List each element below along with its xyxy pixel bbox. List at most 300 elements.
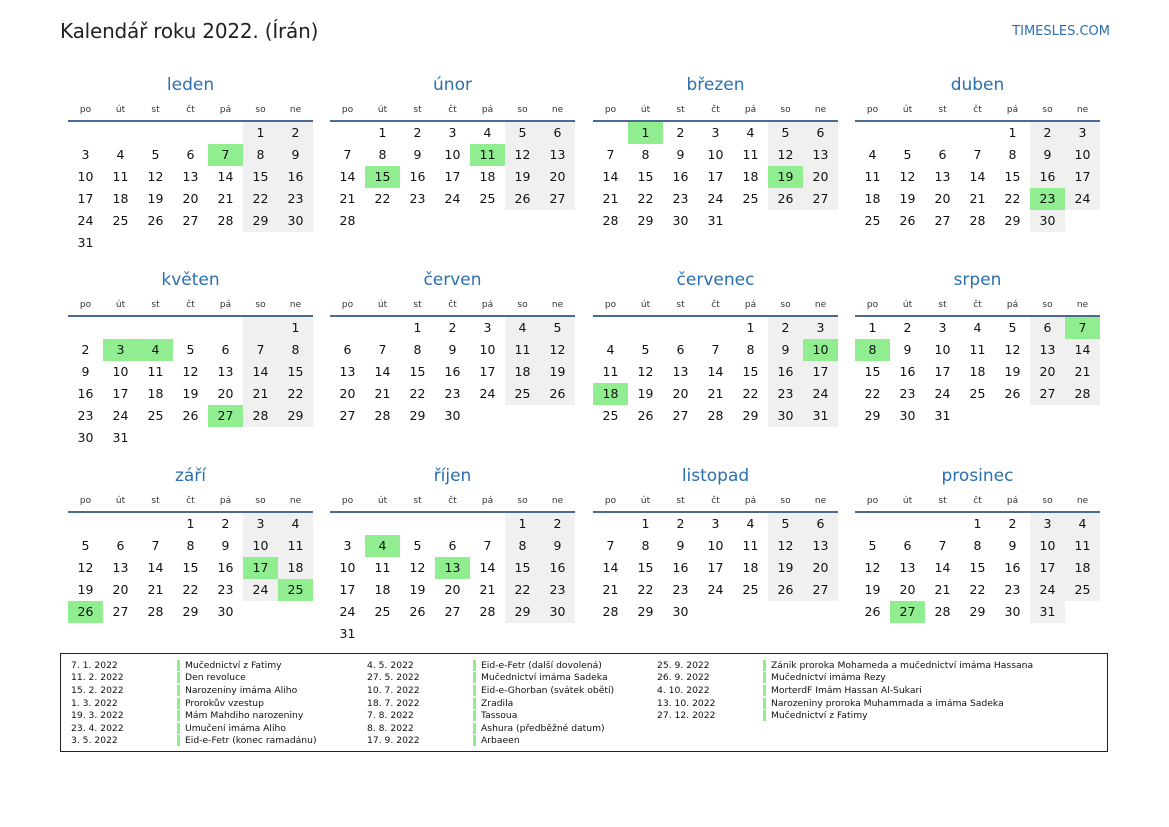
month-listopad — [593, 461, 838, 623]
day-cell: 13 — [934, 169, 951, 184]
day-cell: 22 — [637, 582, 654, 597]
day-empty — [663, 317, 698, 339]
legend-item — [657, 709, 1033, 722]
day-cell: 26 — [505, 188, 540, 210]
weekday-label: st — [676, 105, 685, 115]
legend-date: 8. 8. 2022 — [367, 722, 414, 734]
day-cell: 3 — [343, 538, 352, 553]
day-cell: 16 — [278, 166, 313, 188]
day-cell: 1 — [1008, 125, 1017, 140]
day-cell: 30 — [278, 210, 313, 232]
weekday-label: so — [1042, 496, 1053, 506]
week-row — [330, 144, 575, 166]
month-title: listopad — [681, 466, 750, 486]
weekday-header — [593, 491, 838, 513]
week-row — [68, 144, 313, 166]
weekday-label: ne — [289, 105, 302, 115]
week-row — [855, 405, 1100, 427]
day-cell: 13 — [672, 364, 689, 379]
day-cell: 31 — [112, 430, 129, 445]
weekday-label: st — [413, 105, 422, 115]
weekday-label: st — [151, 300, 160, 310]
weekday-label: po — [866, 105, 879, 115]
weekday-label: ne — [814, 496, 827, 506]
day-cell: 6 — [938, 147, 947, 162]
day-cell: 12 — [637, 364, 654, 379]
weekday-label: pá — [744, 105, 757, 115]
day-cell: 19 — [77, 582, 94, 597]
week-row — [68, 232, 313, 254]
day-cell: 3 — [243, 513, 278, 535]
legend-item — [367, 659, 614, 672]
weekday-label: út — [902, 300, 913, 310]
day-cell: 8 — [746, 342, 755, 357]
page-title: Kalendář roku 2022. (Írán) — [60, 19, 319, 43]
day-empty — [925, 122, 960, 144]
day-cell: 8 — [378, 147, 387, 162]
day-cell: 31 — [707, 213, 724, 228]
day-cell: 22 — [864, 386, 881, 401]
legend-date: 23. 4. 2022 — [71, 722, 124, 734]
week-row — [330, 166, 575, 188]
month-title: září — [174, 466, 207, 486]
legend-date: 27. 12. 2022 — [657, 710, 716, 722]
week-row — [68, 601, 313, 623]
day-cell: 8 — [855, 339, 890, 361]
day-cell: 12 — [768, 144, 803, 166]
weekday-label: st — [938, 105, 947, 115]
week-row — [68, 383, 313, 405]
day-cell: 4 — [973, 320, 982, 335]
day-cell: 14 — [602, 560, 619, 575]
day-empty — [330, 513, 365, 535]
day-cell: 19 — [182, 386, 199, 401]
day-cell: 13 — [182, 169, 199, 184]
day-cell: 15 — [243, 166, 278, 188]
legend-holiday-name: Tassoua — [481, 710, 518, 722]
day-cell: 24 — [1065, 188, 1100, 210]
day-cell: 26 — [147, 213, 164, 228]
legend-holiday-name: Zradila — [481, 697, 514, 709]
month-srpen — [855, 265, 1100, 427]
day-cell: 8 — [505, 535, 540, 557]
week-row — [855, 166, 1100, 188]
day-cell: 3 — [711, 125, 720, 140]
day-cell: 30 — [217, 604, 234, 619]
day-cell: 19 — [899, 191, 916, 206]
day-cell: 25 — [374, 604, 391, 619]
day-cell: 5 — [768, 122, 803, 144]
day-cell: 23 — [768, 383, 803, 405]
day-cell: 16 — [217, 560, 234, 575]
day-cell: 30 — [768, 405, 803, 427]
day-cell: 3 — [81, 147, 90, 162]
legend-item — [367, 697, 614, 710]
week-row — [330, 557, 575, 579]
month-title: říjen — [433, 466, 472, 486]
day-cell: 19 — [768, 557, 803, 579]
weekday-label: so — [1042, 105, 1053, 115]
day-cell: 25 — [147, 408, 164, 423]
month-title: únor — [433, 75, 472, 95]
day-cell: 15 — [365, 166, 400, 188]
legend-date: 4. 10. 2022 — [657, 684, 710, 696]
brand-link[interactable]: TIMESLES.COM — [1012, 24, 1110, 39]
holiday-marker — [177, 660, 180, 671]
day-cell: 4 — [746, 516, 755, 531]
week-row — [330, 623, 575, 645]
holiday-marker — [763, 698, 766, 709]
day-cell: 1 — [973, 516, 982, 531]
day-cell: 23 — [217, 582, 234, 597]
day-cell: 28 — [602, 213, 619, 228]
weekday-label: po — [341, 300, 354, 310]
weekday-label: so — [517, 496, 528, 506]
weekday-header — [855, 491, 1100, 513]
day-cell: 3 — [803, 317, 838, 339]
weekday-header — [330, 491, 575, 513]
day-cell: 24 — [934, 386, 951, 401]
legend-item — [657, 684, 1033, 697]
day-cell: 5 — [903, 147, 912, 162]
day-cell: 17 — [77, 191, 94, 206]
holiday-marker — [763, 672, 766, 683]
day-cell: 26 — [768, 579, 803, 601]
legend-date: 15. 2. 2022 — [71, 684, 124, 696]
legend-holiday-name: Ashura (předběžné datum) — [481, 722, 605, 734]
day-cell: 21 — [969, 191, 986, 206]
day-cell: 5 — [413, 538, 422, 553]
day-cell: 4 — [278, 513, 313, 535]
day-cell: 30 — [899, 408, 916, 423]
week-row — [855, 210, 1100, 232]
weekday-label: út — [115, 105, 126, 115]
weekday-label: st — [938, 300, 947, 310]
day-cell: 14 — [243, 361, 278, 383]
holiday-marker — [177, 685, 180, 696]
week-row — [593, 210, 838, 232]
day-cell: 28 — [1065, 383, 1100, 405]
legend-item — [367, 735, 614, 748]
day-cell: 28 — [217, 213, 234, 228]
weekday-label: so — [517, 105, 528, 115]
day-cell: 22 — [374, 191, 391, 206]
day-cell: 1 — [278, 317, 313, 339]
month-červen — [330, 265, 575, 427]
day-empty — [890, 513, 925, 535]
day-empty — [243, 317, 278, 339]
day-cell: 25 — [864, 213, 881, 228]
weekday-label: ne — [551, 300, 564, 310]
day-cell: 16 — [540, 557, 575, 579]
day-cell: 12 — [768, 535, 803, 557]
day-cell: 11 — [147, 364, 164, 379]
day-cell: 11 — [742, 538, 759, 553]
day-cell: 16 — [899, 364, 916, 379]
day-cell: 4 — [1065, 513, 1100, 535]
legend-item — [71, 697, 317, 710]
day-cell: 12 — [505, 144, 540, 166]
day-cell: 21 — [1065, 361, 1100, 383]
day-cell: 18 — [864, 191, 881, 206]
day-cell: 6 — [1030, 317, 1065, 339]
weekday-label: so — [255, 496, 266, 506]
legend-date: 18. 7. 2022 — [367, 697, 420, 709]
day-cell: 28 — [602, 604, 619, 619]
day-cell: 25 — [278, 579, 313, 601]
day-cell: 6 — [221, 342, 230, 357]
week-row — [68, 188, 313, 210]
day-cell: 3 — [448, 125, 457, 140]
day-cell: 13 — [435, 557, 470, 579]
day-cell: 18 — [505, 361, 540, 383]
day-cell: 9 — [903, 342, 912, 357]
day-cell: 30 — [1004, 604, 1021, 619]
legend-column-2 — [367, 659, 614, 747]
day-cell: 4 — [606, 342, 615, 357]
week-row — [330, 339, 575, 361]
day-cell: 18 — [112, 191, 129, 206]
day-cell: 21 — [602, 582, 619, 597]
day-cell: 16 — [672, 560, 689, 575]
day-cell: 18 — [742, 560, 759, 575]
day-cell: 9 — [676, 147, 685, 162]
weekday-label: pá — [219, 496, 232, 506]
weekday-label: so — [780, 300, 791, 310]
day-cell: 27 — [803, 188, 838, 210]
day-cell: 1 — [378, 125, 387, 140]
weekday-label: ne — [1076, 105, 1089, 115]
day-cell: 11 — [602, 364, 619, 379]
day-empty — [435, 513, 470, 535]
day-cell: 30 — [540, 601, 575, 623]
weekday-label: ne — [289, 300, 302, 310]
day-cell: 27 — [1030, 383, 1065, 405]
legend-date: 27. 5. 2022 — [367, 672, 420, 684]
day-cell: 29 — [278, 405, 313, 427]
day-cell: 28 — [339, 213, 356, 228]
weekday-label: so — [517, 300, 528, 310]
day-cell: 12 — [77, 560, 94, 575]
day-cell: 8 — [278, 339, 313, 361]
holiday-marker — [473, 723, 476, 734]
day-cell: 3 — [938, 320, 947, 335]
week-row — [855, 144, 1100, 166]
day-cell: 18 — [374, 582, 391, 597]
holiday-marker — [763, 685, 766, 696]
week-row — [593, 405, 838, 427]
day-cell: 24 — [444, 191, 461, 206]
day-cell: 28 — [707, 408, 724, 423]
day-empty — [855, 513, 890, 535]
day-cell: 18 — [278, 557, 313, 579]
day-cell: 27 — [182, 213, 199, 228]
day-cell: 10 — [707, 538, 724, 553]
day-cell: 4 — [746, 125, 755, 140]
week-row — [68, 405, 313, 427]
weekday-label: so — [780, 496, 791, 506]
day-cell: 1 — [243, 122, 278, 144]
week-row — [855, 188, 1100, 210]
day-cell: 5 — [1008, 320, 1017, 335]
week-row — [855, 317, 1100, 339]
week-row — [330, 601, 575, 623]
week-row — [68, 361, 313, 383]
legend-holiday-name: Eid-e-Fetr (další dovolená) — [481, 659, 602, 671]
day-cell: 13 — [803, 535, 838, 557]
day-cell: 5 — [505, 122, 540, 144]
weekday-header — [330, 100, 575, 122]
day-cell: 20 — [899, 582, 916, 597]
day-cell: 4 — [116, 147, 125, 162]
legend-holiday-name: Umučení imáma Aliho — [185, 722, 286, 734]
day-cell: 16 — [409, 169, 426, 184]
day-cell: 5 — [540, 317, 575, 339]
day-cell: 22 — [637, 191, 654, 206]
day-cell: 23 — [672, 191, 689, 206]
day-cell: 20 — [112, 582, 129, 597]
day-cell: 6 — [448, 538, 457, 553]
legend-item — [367, 684, 614, 697]
day-cell: 16 — [77, 386, 94, 401]
day-cell: 5 — [186, 342, 195, 357]
week-row — [330, 579, 575, 601]
day-cell: 20 — [803, 166, 838, 188]
weekday-label: čt — [973, 105, 982, 115]
weekday-header — [855, 295, 1100, 317]
weekday-label: čt — [448, 105, 457, 115]
day-cell: 14 — [479, 560, 496, 575]
day-cell: 19 — [864, 582, 881, 597]
day-cell: 17 — [243, 557, 278, 579]
legend-date: 19. 3. 2022 — [71, 710, 124, 722]
day-empty — [68, 513, 103, 535]
day-cell: 31 — [1030, 601, 1065, 623]
month-březen — [593, 70, 838, 232]
legend-item — [71, 735, 317, 748]
day-cell: 21 — [602, 191, 619, 206]
day-cell: 18 — [1065, 557, 1100, 579]
day-cell: 8 — [641, 147, 650, 162]
day-cell: 14 — [969, 169, 986, 184]
holiday-marker — [473, 698, 476, 709]
day-cell: 16 — [1004, 560, 1021, 575]
day-cell: 25 — [1065, 579, 1100, 601]
day-cell: 13 — [339, 364, 356, 379]
day-cell: 11 — [1065, 535, 1100, 557]
legend-column-1 — [71, 659, 317, 747]
legend-holiday-name: MorterdF Imám Hassan Al-Sukari — [771, 684, 922, 696]
day-cell: 22 — [969, 582, 986, 597]
weekday-label: pá — [1006, 496, 1019, 506]
day-cell: 4 — [483, 125, 492, 140]
month-title: prosinec — [941, 466, 1014, 486]
legend-date: 3. 5. 2022 — [71, 735, 118, 747]
day-cell: 3 — [103, 339, 138, 361]
day-cell: 23 — [444, 386, 461, 401]
day-cell: 15 — [637, 169, 654, 184]
week-row — [855, 601, 1100, 623]
weekday-label: út — [640, 105, 651, 115]
weekday-header — [593, 295, 838, 317]
holiday-marker — [473, 735, 476, 746]
day-cell: 22 — [505, 579, 540, 601]
day-cell: 27 — [540, 188, 575, 210]
legend-column-3 — [657, 659, 1033, 722]
week-row — [330, 361, 575, 383]
weekday-label: po — [341, 496, 354, 506]
day-cell: 18 — [593, 383, 628, 405]
day-cell: 17 — [112, 386, 129, 401]
day-cell: 10 — [77, 169, 94, 184]
weekday-label: ne — [814, 300, 827, 310]
week-row — [330, 513, 575, 535]
day-cell: 16 — [444, 364, 461, 379]
day-cell: 29 — [505, 601, 540, 623]
legend-item — [71, 709, 317, 722]
week-row — [68, 427, 313, 449]
legend-item — [657, 697, 1033, 710]
day-cell: 4 — [868, 147, 877, 162]
holiday-marker — [473, 660, 476, 671]
day-cell: 8 — [973, 538, 982, 553]
day-empty — [593, 122, 628, 144]
day-cell: 25 — [602, 408, 619, 423]
day-empty — [103, 513, 138, 535]
day-empty — [68, 317, 103, 339]
day-empty — [138, 513, 173, 535]
day-cell: 15 — [742, 364, 759, 379]
week-row — [593, 601, 838, 623]
month-leden — [68, 70, 313, 254]
weekday-label: čt — [186, 105, 195, 115]
day-cell: 14 — [147, 560, 164, 575]
day-cell: 28 — [969, 213, 986, 228]
holiday-marker — [763, 710, 766, 721]
weekday-label: pá — [1006, 300, 1019, 310]
legend-holiday-name: Mám Mahdiho narozeniny — [185, 710, 304, 722]
day-cell: 27 — [803, 579, 838, 601]
week-row — [68, 535, 313, 557]
day-cell: 9 — [676, 538, 685, 553]
day-cell: 31 — [77, 235, 94, 250]
day-cell: 17 — [1065, 166, 1100, 188]
day-cell: 24 — [803, 383, 838, 405]
weekday-label: pá — [744, 496, 757, 506]
day-cell: 4 — [505, 317, 540, 339]
day-cell: 3 — [1030, 513, 1065, 535]
day-cell: 27 — [339, 408, 356, 423]
legend-date: 17. 9. 2022 — [367, 735, 420, 747]
weekday-label: út — [377, 300, 388, 310]
day-cell: 12 — [899, 169, 916, 184]
week-row — [593, 535, 838, 557]
day-cell: 6 — [803, 122, 838, 144]
weekday-label: po — [79, 105, 92, 115]
day-cell: 2 — [540, 513, 575, 535]
holiday-legend — [60, 653, 1108, 752]
weekday-header — [855, 100, 1100, 122]
legend-date: 26. 9. 2022 — [657, 672, 710, 684]
day-cell: 2 — [768, 317, 803, 339]
day-cell: 23 — [278, 188, 313, 210]
week-row — [68, 166, 313, 188]
day-cell: 10 — [803, 339, 838, 361]
legend-holiday-name: Narozeniny proroka Muhammada a imáma Sadeka — [771, 697, 1004, 709]
day-cell: 27 — [890, 601, 925, 623]
legend-holiday-name: Eid-e-Fetr (konec ramadánu) — [185, 735, 317, 747]
week-row — [855, 557, 1100, 579]
